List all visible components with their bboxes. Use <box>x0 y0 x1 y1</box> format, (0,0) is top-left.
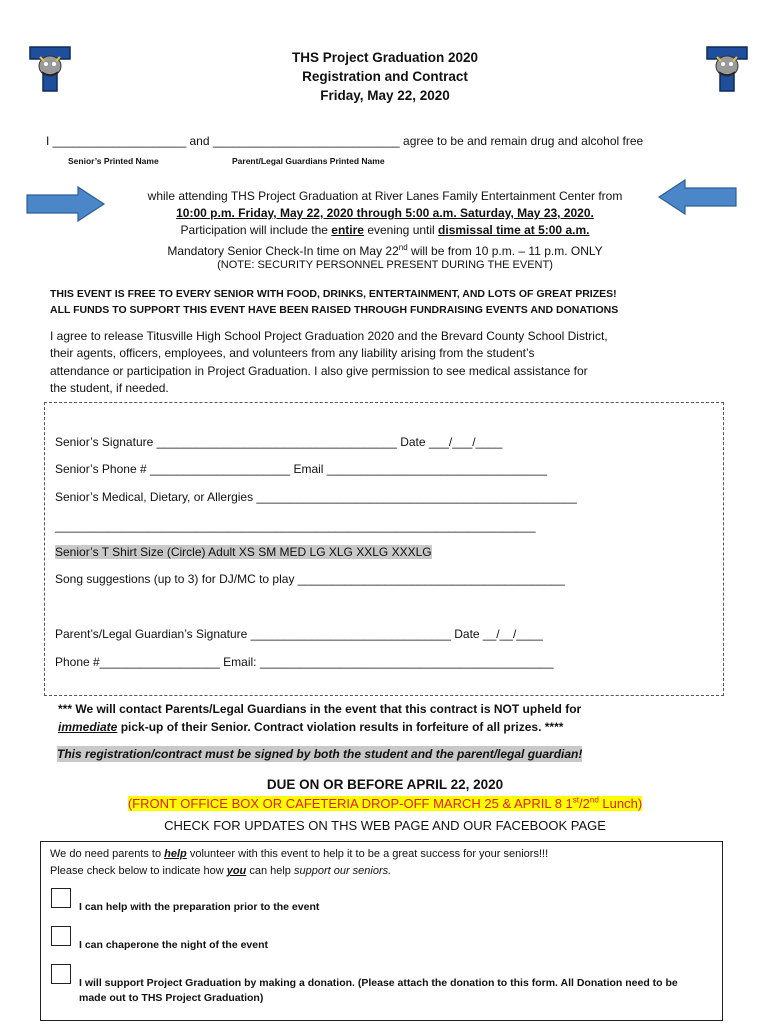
volunteer-text: volunteer with this event to help it to be a great success for your seniors!!! <box>186 848 549 860</box>
checkin-sup: nd <box>398 243 408 252</box>
checkin-text: Mandatory Senior Check-In time on May 22 <box>167 244 399 258</box>
volunteer-box <box>40 841 723 1021</box>
entire-word: entire <box>331 223 364 237</box>
preparation-checkbox[interactable] <box>51 888 71 908</box>
you-word: you <box>226 865 247 877</box>
dismissal-time: dismissal time at 5:00 a.m. <box>438 223 590 237</box>
donation-option-label: I will support Project Graduation by making a donation. (Please attach the donation to this form. All Donation need to be made out to THS Project Graduation) <box>79 977 678 1004</box>
participation-text: Participation will include the <box>180 223 332 237</box>
medical-field[interactable]: Senior’s Medical, Dietary, or Allergies ________________________________________________ <box>55 490 577 504</box>
due-date-heading: DUE ON OR BEFORE APRIL 22, 2020 <box>266 777 504 792</box>
dropoff-sup: nd <box>589 796 599 805</box>
chaperone-checkbox[interactable] <box>51 926 71 946</box>
guardian-signature-field[interactable]: Parent’s/Legal Guardian’s Signature ______________________________ Date __/__/____ <box>55 627 543 641</box>
dropoff-highlight <box>128 796 642 811</box>
security-note: (NOTE: SECURITY PERSONNEL PRESENT DURING THE EVENT) <box>217 259 553 271</box>
free-notice-line: THIS EVENT IS FREE TO EVERY SENIOR WITH FOOD, DRINKS, ENTERTAINMENT, AND LOTS OF GREAT PRIZES! <box>50 288 617 300</box>
release-line: I agree to release Titusville High School Project Graduation 2020 and the Brevard County School District, <box>50 329 608 343</box>
song-suggestions-field[interactable]: Song suggestions (up to 3) for DJ/MC to play ________________________________________ <box>55 572 565 586</box>
contract-violation-notice <box>58 700 581 736</box>
support-text: support our seniors. <box>293 865 392 877</box>
senior-phone-email-field[interactable]: Senior’s Phone # _____________________ Email _________________________________ <box>55 462 548 476</box>
immediate-word: immediate <box>58 720 118 734</box>
page-title <box>0 48 770 105</box>
dropoff-sup: st <box>572 796 580 805</box>
title-line: Friday, May 22, 2020 <box>320 88 450 103</box>
dropoff-text: /2 <box>579 796 590 812</box>
free-notice-line: ALL FUNDS TO SUPPORT THIS EVENT HAVE BEEN RAISED THROUGH FUNDRAISING EVENTS AND DONATIONS <box>50 304 619 316</box>
checkin-text: will be from 10 p.m. – 11 p.m. ONLY <box>407 244 603 258</box>
guardian-phone-email-field[interactable]: Phone #__________________ Email: ____________________________________________ <box>55 655 554 669</box>
contract-notice-line: pick-up of their Senior. Contract violation results in forfeiture of all prizes. **** <box>117 720 564 734</box>
event-time-line: 10:00 p.m. Friday, May 22, 2020 through 5:00 a.m. Saturday, May 23, 2020. <box>176 206 594 220</box>
release-paragraph <box>50 328 608 397</box>
help-word: help <box>164 848 187 860</box>
senior-signature-field[interactable]: Senior’s Signature ____________________________________ Date ___/___/____ <box>55 435 503 449</box>
agreement-line: I ____________________ and ____________________________ agree to be and remain drug and alcohol free <box>46 134 644 148</box>
updates-note: CHECK FOR UPDATES ON THS WEB PAGE AND OUR FACEBOOK PAGE <box>164 818 606 833</box>
free-event-notice <box>50 286 618 318</box>
dropoff-text: Lunch) <box>598 796 643 812</box>
volunteer-text: We do need parents to <box>50 848 165 860</box>
guardian-printed-name-label: Parent/Legal Guardians Printed Name <box>232 156 385 166</box>
release-line: the student, if needed. <box>50 380 169 395</box>
preparation-option-label: I can help with the preparation prior to the event <box>79 901 320 913</box>
tshirt-size-field[interactable]: Senior’s T Shirt Size (Circle) Adult XS SM MED LG XLG XXLG XXXLG <box>55 545 432 559</box>
participation-text: evening until <box>363 223 439 237</box>
contract-notice-line: *** We will contact Parents/Legal Guardians in the event that this contract is NOT upheld for <box>58 702 582 716</box>
dropoff-text: (FRONT OFFICE BOX OR CAFETERIA DROP-OFF MARCH 25 & APRIL 8 1 <box>127 796 573 812</box>
volunteer-intro <box>50 846 548 880</box>
chaperone-option-label: I can chaperone the night of the event <box>79 939 269 951</box>
title-line: THS Project Graduation 2020 <box>291 50 479 65</box>
volunteer-text: Please check below to indicate how <box>50 865 227 877</box>
donation-checkbox[interactable] <box>51 964 71 984</box>
release-line: their agents, officers, employees, and volunteers from any liability arising from the student’s <box>50 346 535 361</box>
registration-form-box <box>44 402 724 696</box>
medical-field-continued[interactable]: ________________________________________________________________________ <box>55 519 536 533</box>
seniors-printed-name-label: Senior’s Printed Name <box>68 156 159 166</box>
release-line: attendance or participation in Project Graduation. I also give permission to see medical assistance for <box>50 363 588 378</box>
dropoff-info <box>0 796 770 811</box>
participation-line <box>0 222 770 239</box>
volunteer-text: can help <box>246 865 294 877</box>
title-line: Registration and Contract <box>302 69 468 84</box>
venue-line: while attending THS Project Graduation at River Lanes Family Entertainment Center from <box>147 189 623 203</box>
signature-required-note: This registration/contract must be signed by both the student and the parent/legal guardian! <box>57 747 583 761</box>
